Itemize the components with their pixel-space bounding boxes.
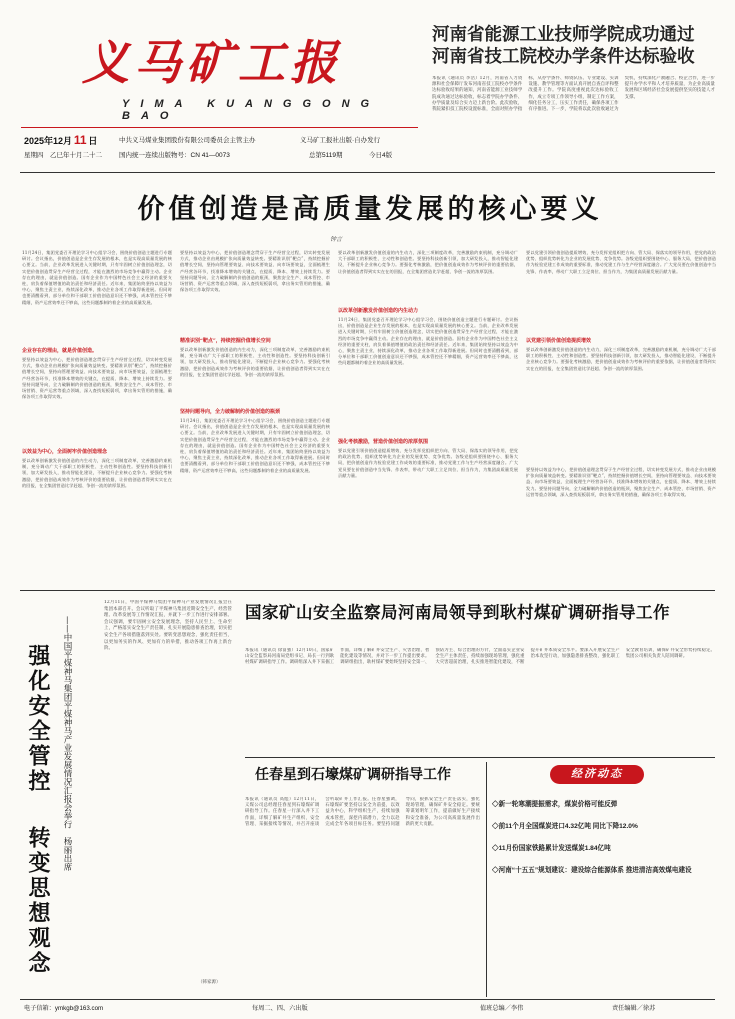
footer-editor: 责任编辑／徐苏: [612, 1005, 656, 1012]
bottom-title: 任春星到石壕煤矿调研指导工作: [255, 767, 451, 783]
side-body: 12月11日，中国平煤神马集团平煤神马产业发展情况汇报会在集团本部召开。会议听取了平煤神马集团近期安全生产、经营管理、改革发展等工作情况汇报，并就下一步工作进行安排部署。会议强调，要牢固树立安全发展理念，坚持人民至上、生命至上，严格落实安全生产责任制，扎实开展隐患排查治理，切实把安全生产各项措施落到实处。要转变思想观念，强化责任担当，以更加务实的作风、更加有力的举措，推动各项工作再上新台阶。: [104, 600, 232, 652]
lead-subhead-3: 精准识别“靶点”，持续挖掘价值增长空间: [180, 338, 271, 344]
side-title-2: 转变思想观念: [25, 826, 51, 976]
lead-col3-text-b: 11月24日，集团党委召开理论学习中心组学习会，围绕价值创造主题进行专题研讨。会议指出，价值创造是企业生存发展的根本，也是实现高质量发展的核心要义。当前，企业改革发展进入关键时期，只有牢固树立价值创造理念，切实把价值创造贯穿生产经营全过程，才能在激烈的市场竞争中赢得主动。企业存在的理由，就是价值创造。国有企业作为中国特色社会主义经济的重要支柱，肩负着保值增值的政治责任和经济责任。近年来，集团始终坚持以效益为中心，聚焦主责主业，持续深化改革，推动企业各项工作取得新进展。但同时也要清醒看到，部分单位和干部职工价值创造意识还不够强，成本管控还不够精细，资产运营效率还不够高，这些问题都制约着企业的高质量发展。: [338, 317, 518, 366]
top-right-body: 本报讯（通讯员 李浩）12月，河南省人力资源和社会保障厅发布河南省技工院校办学条件达标验收结果的通知，河南省能源工业技师学院成功通过达标验收，标志着学院办学条件、办学质量及综合实力迈上新台阶。此次验收，我院紧扣技工院校设置标准，全面对照办学指标，从办学条件、师资队伍、专业建设、实训设施、教学管理等方面认真开展自查自评和整改提升工作。学院高度重视此次达标验收工作，成立专项工作领导小组，制定工作方案，细化任务分工，压实工作责任，确保各项工作有序推进。下一步，学院将以此次验收通过为契机，持续深化产教融合、校企合作，进一步提升办学水平和人才培养质量，为企业高质量发展和区域经济社会发展提供坚实的技能人才支撑。: [432, 76, 715, 113]
lead-col2-text-c: 11月24日，集团党委召开理论学习中心组学习会，围绕价值创造主题进行专题研讨。会议指出，价值创造是企业生存发展的根本，也是实现高质量发展的核心要义。当前，企业改革发展进入关键时期，只有牢固树立价值创造理念，切实把价值创造贯穿生产经营全过程，才能在激烈的市场竞争中赢得主动。企业存在的理由，就是价值创造。国有企业作为中国特色社会主义经济的重要支柱，肩负着保值增值的政治责任和经济责任。近年来，集团始终坚持以效益为中心，聚焦主责主业，持续深化改革，推动企业各项工作取得新进展。但同时也要清醒看到，部分单位和干部职工价值创造意识还不够强，成本管控还不够精细，资产运营效率还不够高，这些问题都制约着企业的高质量发展。: [180, 418, 330, 473]
lead-subhead-6: 强化考核激励，营造价值创造的浓厚氛围: [338, 439, 429, 445]
weekday-lunar: 星期四 乙巳年十月二十二: [24, 152, 102, 159]
footer-chief-editor: 值班总编／李伟: [480, 1005, 524, 1012]
lead-col2-text: 要坚持以效益为中心，把价值创造理念贯穿于生产经营全过程，切实转变发展方式，推动企业由规模扩张向质量效益转变。要精准识别“靶点”，持续挖掘价值增长空间，坚持向管理要效益、向技术要效益、向市场要效益，全面梳理生产经营各环节，找准降本增效的关键点，在提质、降本、增效上持续发力。要坚持问题导向，全力破解制约价值创造的瓶颈，聚焦安全生产、成本管控、市场营销、资产运营等重点领域，深入查找短板弱项，拿出务实管用的措施，确保各项工作取得实效。: [180, 250, 330, 293]
masthead-rule: [21, 127, 418, 128]
briefs-header-text: 经济动态: [571, 768, 623, 780]
newspaper-title: 义马矿工报: [82, 36, 342, 91]
side-subtitle: ——中国平煤神马集团平煤神马产业发展情况汇报会举行 杨丽出席: [62, 616, 72, 871]
newspaper-pinyin: YIMA KUANGGONG BAO: [122, 98, 381, 122]
top-right-headline-2: 河南省技工院校办学条件达标验收: [432, 47, 695, 67]
lead-column-4: [526, 250, 716, 590]
brief-item: ◇河南“十五五”规划建议：建设综合能源体系 推进清洁高效煤电建设: [492, 867, 692, 874]
briefs-header: [550, 765, 644, 784]
lead-col4-text-c: 要坚持以效益为中心，把价值创造理念贯穿于生产经营全过程，切实转变发展方式，推动企业由规模扩张向质量效益转变。要精准识别“靶点”，持续挖掘价值增长空间，坚持向管理要效益、向技术要效益、向市场要效益，全面梳理生产经营各环节，找准降本增效的关键点，在提质、降本、增效上持续发力。要坚持问题导向，全力破解制约价值创造的瓶颈，聚焦安全生产、成本管控、市场营销、资产运营等重点领域，深入查找短板弱项，拿出务实管用的措施，确保各项工作取得实效。: [526, 467, 716, 497]
date-day: 11: [73, 133, 87, 147]
brief-item: ◇前11个月全国煤炭进口4.32亿吨 同比下降12.0%: [492, 823, 638, 830]
divider-top: [20, 172, 715, 173]
side-story: [20, 596, 235, 996]
lead-col3-text-c: 要以党建引领价值创造提质增效，充分发挥党组织把方向、管大局、保落实的领导作用，把党的政治优势、组织优势转化为企业的发展优势、竞争优势。各级党组织要围绕中心、服务大局，把价值创造作为检验党建工作成效的重要标准，推动党建工作与生产经营深度融合。广大党员要在价值创造中当先锋、作表率，带动广大职工立足岗位、担当作为，为集团高质量发展贡献力量。: [338, 448, 518, 478]
lead-subhead-5: 以改革创新激发价值创造的内生动力: [338, 308, 419, 314]
divider-middle: [20, 590, 715, 591]
lead-subhead-1: 企业存在的理由，就是价值创造。: [22, 348, 98, 354]
lead-column-2: [180, 250, 330, 590]
divider-lower: [245, 757, 715, 758]
page-count: 今日4版: [369, 152, 393, 159]
lead-column-1: [22, 250, 172, 590]
publisher: 中共义马煤业集团股份有限公司委员会主管主办: [119, 137, 256, 144]
lead-subhead-2: 以效益为中心，全面树牢价值创造理念: [22, 449, 108, 455]
middle-story: [245, 600, 715, 750]
internal-number: 国内统一连续出版物号：CN 41—0073: [119, 152, 230, 159]
lead-col4-text: 要以党建引领价值创造提质增效，充分发挥党组织把方向、管大局、保落实的领导作用，把党的政治优势、组织优势转化为企业的发展优势、竞争优势。各级党组织要围绕中心、服务大局，把价值创造作为检验党建工作成效的重要标准，推动党建工作与生产经营深度融合。广大党员要在价值创造中当先锋、作表率，带动广大职工立足岗位、担当作为，为集团高质量发展贡献力量。: [526, 250, 716, 274]
footer-schedule: 每周二、四、六出版: [252, 1005, 308, 1012]
divider-brief-vertical: [486, 762, 487, 997]
lead-column-3: [338, 250, 518, 590]
date-unit: 日: [88, 136, 98, 146]
lead-col1-text: 11月24日，集团党委召开理论学习中心组学习会，围绕价值创造主题进行专题研讨。会议指出，价值创造是企业生存发展的根本，也是实现高质量发展的核心要义。当前，企业改革发展进入关键时期，只有牢固树立价值创造理念，切实把价值创造贯穿生产经营全过程，才能在激烈的市场竞争中赢得主动。企业存在的理由，就是价值创造。国有企业作为中国特色社会主义经济的重要支柱，肩负着保值增值的政治责任和经济责任。近年来，集团始终坚持以效益为中心，聚焦主责主业，持续深化改革，推动企业各项工作取得新进展。但同时也要清醒看到，部分单位和干部职工价值创造意识还不够强，成本管控还不够精细，资产运营效率还不够高，这些问题都制约着企业的高质量发展。: [22, 250, 172, 305]
issue-total: 总第5119期: [309, 152, 343, 159]
lead-title: 价值创造是高质量发展的核心要义: [137, 194, 603, 225]
date-row: [24, 133, 419, 163]
side-editor: （韩家源）: [198, 980, 221, 985]
lead-author: 钟言: [330, 236, 343, 243]
bottom-story: [245, 765, 480, 995]
bottom-body: 本报讯（通讯员 高彪）12月11日，义煤公司总经理任春星到石壕煤矿调研指导工作。任春星一行深入井下工作面，详细了解矿井生产组织、安全管理、采掘接续等情况，并召开座谈会听取矿井工作汇报。任春星强调，石壕煤矿要坚持以安全为前提，以效益为中心，科学组织生产，持续加强成本管控，深挖内部潜力，全力以赴完成全年各项目标任务。要坚持问题导向，狠抓安全生产责任落实，强化现场管理，确保矿井安全稳定。要统筹谋划明年工作，提前做好生产接续和安全准备，为公司高质量发展作出新的更大贡献。: [245, 797, 480, 827]
middle-title: 国家矿山安全监察局河南局领导到耿村煤矿调研指导工作: [245, 603, 670, 622]
top-right-story: [432, 24, 715, 169]
top-right-headline-1: 河南省能源工业技师学院成功通过: [432, 25, 695, 45]
footer-email: 电子信箱：ymkgb@163.com: [24, 1005, 104, 1012]
middle-body: 本报讯（通讯员 徐富强）12月10日，国家矿山安全监察局河南局党组书记、局长一行到耿村煤矿调研指导工作。调研组深入井下采掘工作面，详细了解矿井安全生产、灾害治理、智能化建设等情况，并对下一步工作提出要求。调研组指出，耿村煤矿要始终坚持安全第一、预防为主、综合治理的方针，全面落实企业安全生产主体责任，持续加强现场管理，强化重大灾害超前治理，扎实推进智能化建设，不断提升矿井本质安全水平。要深入开展安全生产治本攻坚行动，加强隐患排查整改，强化职工安全教育培训，确保矿井安全形势持续稳定。集团公司相关负责人陪同调研。: [245, 648, 715, 666]
lead-col1-text-c: 要以改革创新激发价值创造的内生动力，深化三项制度改革，完善激励约束机制，充分调动广大干部职工的积极性、主动性和创造性。要坚持科技创新引领，加大研发投入，推动智能化建设，不断提升企业核心竞争力。要强化考核激励，把价值创造成效作为考核评价的重要依据，让价值创造者得到实实在在的回报，在全集团营造比学赶超、争创一流的浓厚氛围。: [22, 458, 172, 488]
brief-item: ◇新一轮寒潮提振需求，煤炭价格可能反弹: [492, 801, 618, 808]
side-title-1: 强化安全管控: [25, 644, 51, 794]
lead-col2-text-b: 要以改革创新激发价值创造的内生动力，深化三项制度改革，完善激励约束机制，充分调动广大干部职工的积极性、主动性和创造性。要坚持科技创新引领，加大研发投入，推动智能化建设，不断提升企业核心竞争力。要强化考核激励，把价值创造成效作为考核评价的重要依据，让价值创造者得到实实在在的回报，在全集团营造比学赶超、争创一流的浓厚氛围。: [180, 347, 330, 377]
econ-briefs: [492, 765, 715, 995]
brief-item: ◇11月份国家铁路累计发送煤炭1.84亿吨: [492, 845, 611, 852]
lead-col3-text: 要以改革创新激发价值创造的内生动力，深化三项制度改革，完善激励约束机制，充分调动广大干部职工的积极性、主动性和创造性。要坚持科技创新引领，加大研发投入，推动智能化建设，不断提升企业核心竞争力。要强化考核激励，把价值创造成效作为考核评价的重要依据，让价值创造者得到实实在在的回报，在全集团营造比学赶超、争创一流的浓厚氛围。: [338, 250, 518, 274]
footer: [20, 1000, 715, 1014]
lead-col1-text-b: 要坚持以效益为中心，把价值创造理念贯穿于生产经营全过程，切实转变发展方式，推动企业由规模扩张向质量效益转变。要精准识别“靶点”，持续挖掘价值增长空间，坚持向管理要效益、向技术要效益、向市场要效益，全面梳理生产经营各环节，找准降本增效的关键点，在提质、降本、增效上持续发力。要坚持问题导向，全力破解制约价值创造的瓶颈，聚焦安全生产、成本管控、市场营销、资产运营等重点领域，深入查找短板弱项，拿出务实管用的措施，确保各项工作取得实效。: [22, 357, 172, 400]
lead-subhead-7: 以党建引领价值创造提质增效: [526, 338, 592, 344]
publisher-tag: 义马矿工报社出版·自办发行: [300, 137, 381, 144]
lead-subhead-4: 坚持问题导向，全力破解制约价值创造的瓶颈: [180, 409, 281, 415]
date-year: 2025年12月: [24, 136, 73, 146]
lead-col4-text-b: 要以改革创新激发价值创造的内生动力，深化三项制度改革，完善激励约束机制，充分调动广大干部职工的积极性、主动性和创造性。要坚持科技创新引领，加大研发投入，推动智能化建设，不断提升企业核心竞争力。要强化考核激励，把价值创造成效作为考核评价的重要依据，让价值创造者得到实实在在的回报，在全集团营造比学赶超、争创一流的浓厚氛围。: [526, 347, 716, 371]
